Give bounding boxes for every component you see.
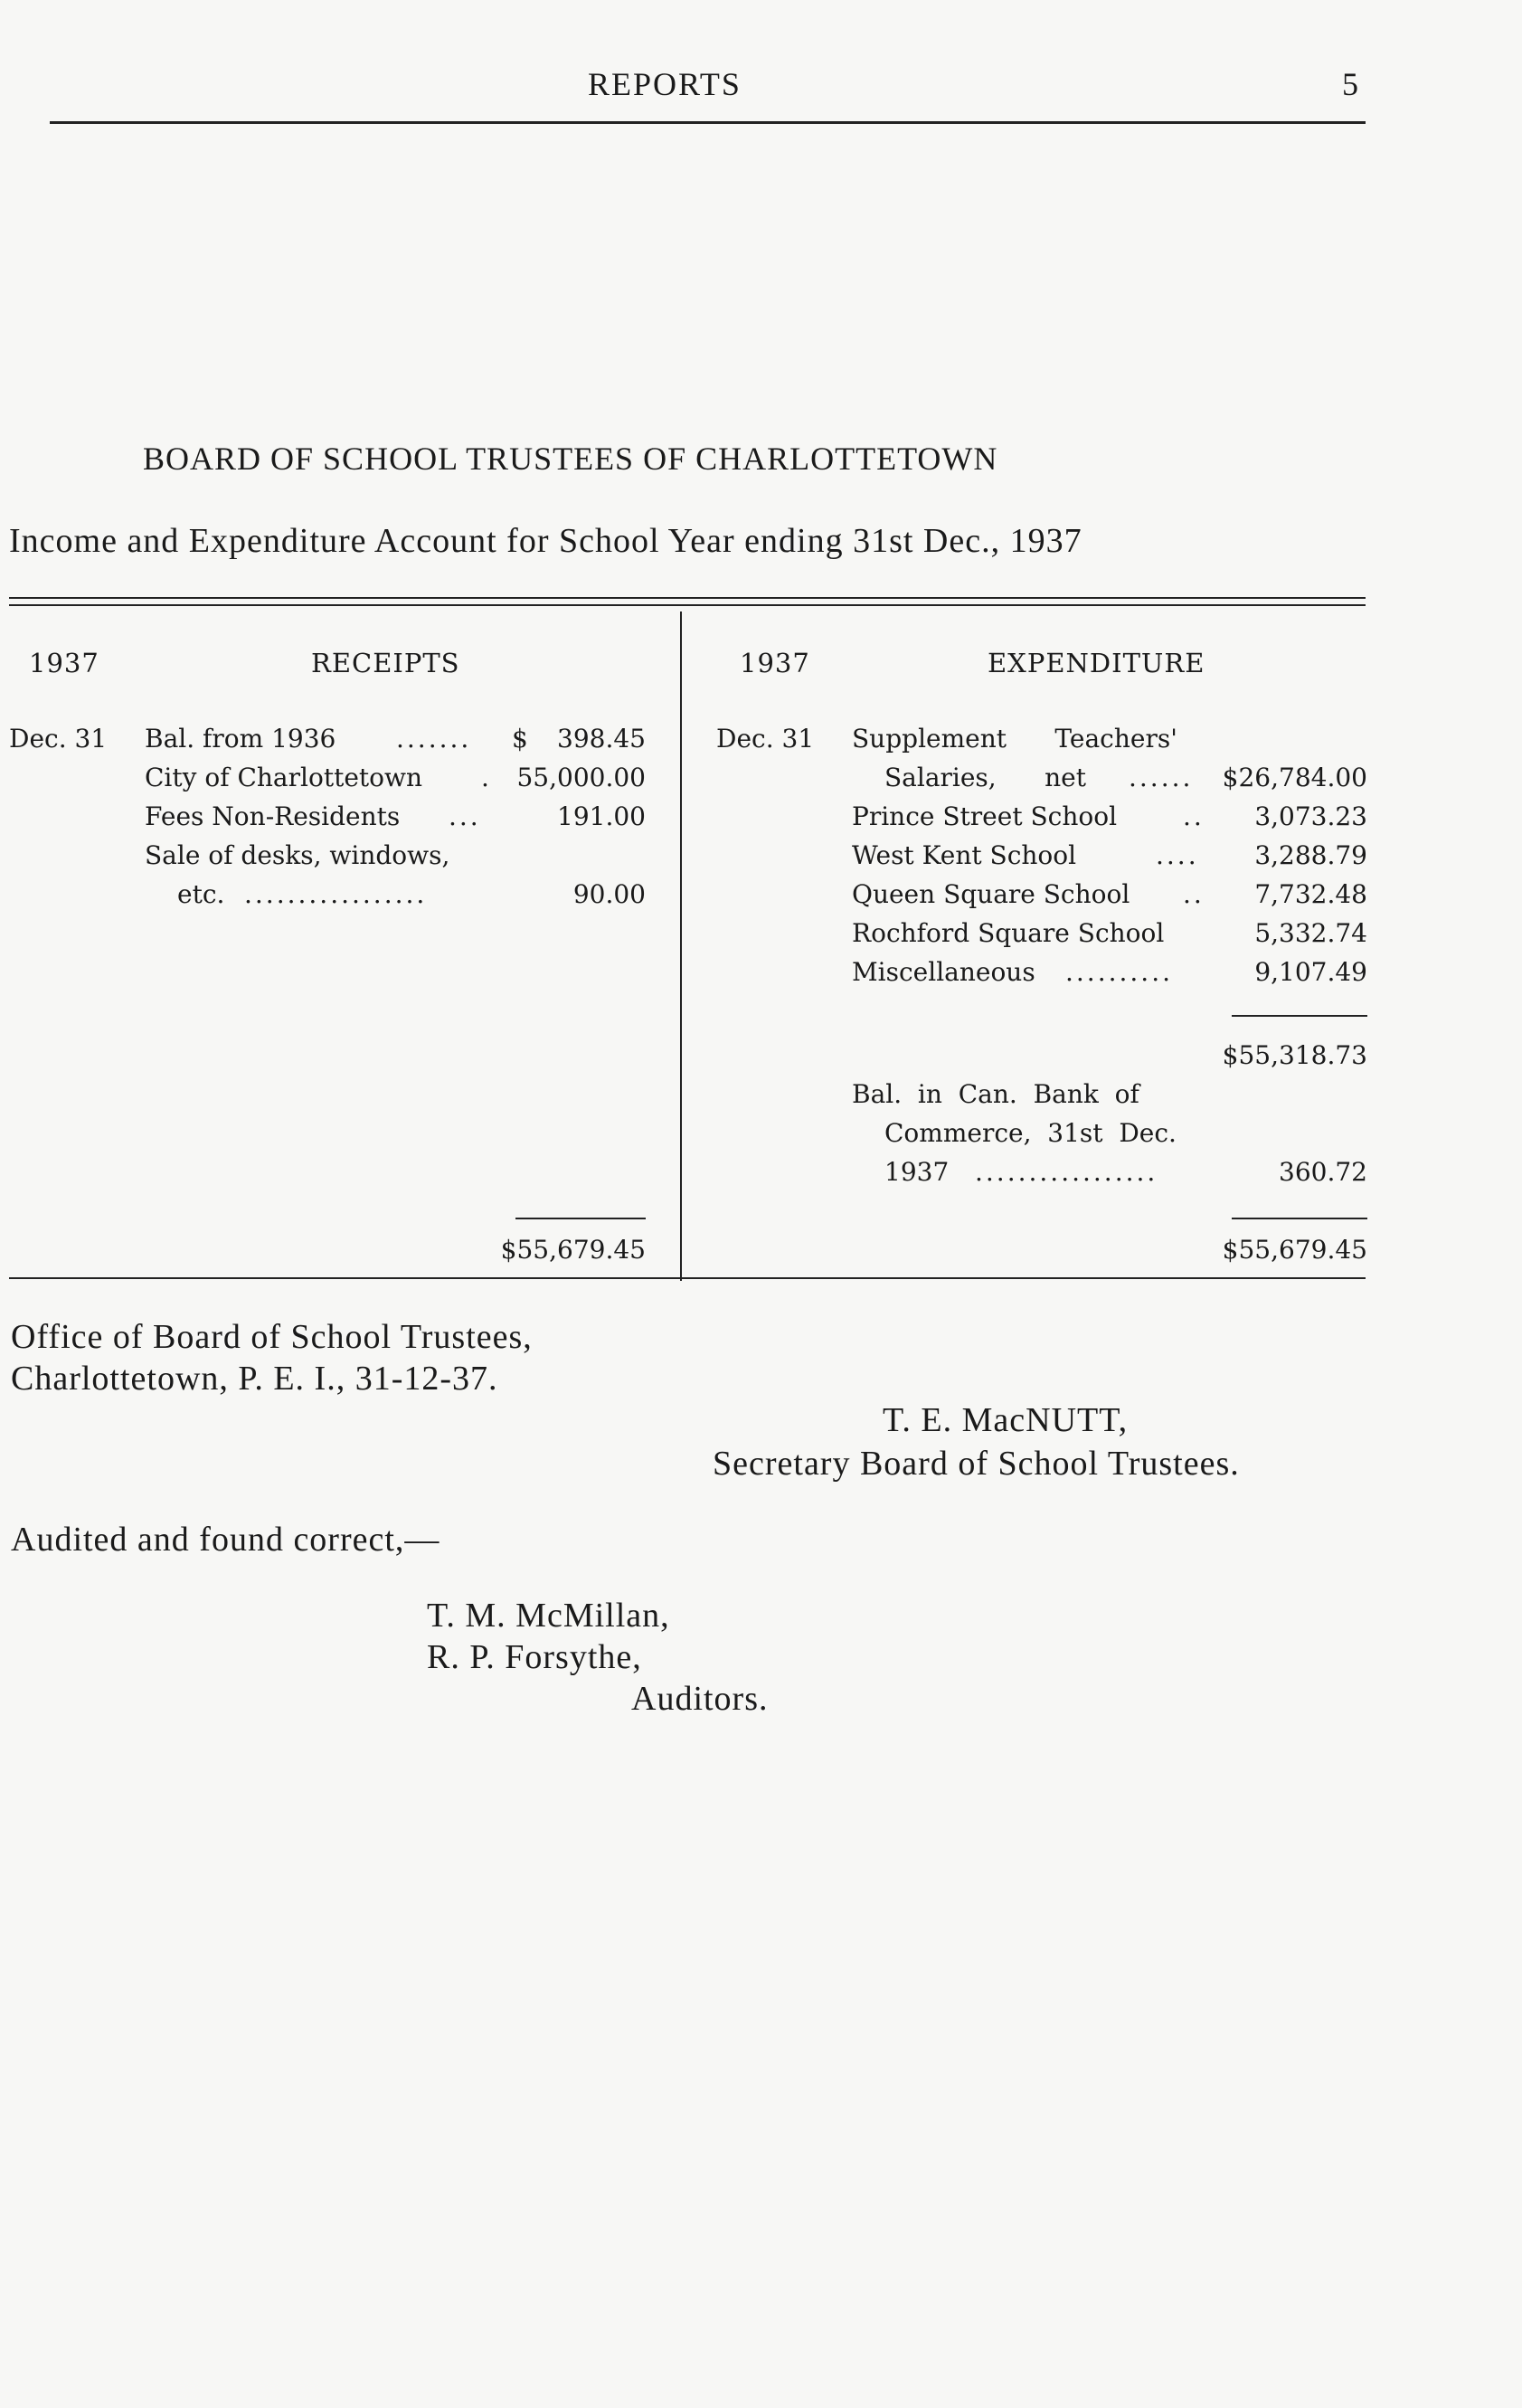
secretary-name: T. E. MacNUTT, xyxy=(883,1401,1129,1439)
document-subtitle: Income and Expenditure Account for School Year ending 31st Dec., 1937 xyxy=(9,522,1082,560)
table-top-rule-1 xyxy=(9,597,1366,599)
expenditure-total-rule xyxy=(1232,1218,1367,1219)
secretary-title: Secretary Board of School Trustees. xyxy=(713,1445,1240,1483)
expenditure-amount: 3,073.23 xyxy=(1254,801,1367,831)
expenditure-amount: 3,288.79 xyxy=(1254,840,1367,870)
receipt-amount: 398.45 xyxy=(557,724,646,754)
expenditure-label: Queen Square School xyxy=(852,879,1130,909)
receipt-label: City of Charlottetown xyxy=(145,763,423,792)
expenditure-subtotal-rule xyxy=(1232,1015,1367,1017)
expenditure-leader: .......... xyxy=(1065,957,1174,987)
receipt-label: Bal. from 1936 xyxy=(145,724,336,754)
balance-amount: 360.72 xyxy=(1279,1157,1367,1187)
office-line-1: Office of Board of School Trustees, xyxy=(11,1318,533,1356)
expenditure-amount: 9,107.49 xyxy=(1254,957,1367,987)
receipts-year: 1937 xyxy=(29,648,99,678)
receipt-leader: . xyxy=(481,763,492,792)
expenditure-year: 1937 xyxy=(740,648,810,678)
expenditure-leader: .. xyxy=(1183,801,1205,831)
receipts-total: $55,679.45 xyxy=(500,1235,646,1265)
expenditure-leader: .. xyxy=(1183,879,1205,909)
auditors-role: Auditors. xyxy=(631,1680,769,1718)
table-column-divider xyxy=(680,611,682,1281)
auditor-name-1: T. M. McMillan, xyxy=(427,1597,670,1635)
office-line-2: Charlottetown, P. E. I., 31-12-37. xyxy=(11,1360,498,1398)
table-top-rule-2 xyxy=(9,604,1366,606)
auditor-name-2: R. P. Forsythe, xyxy=(427,1638,642,1676)
receipt-label: Fees Non-Residents xyxy=(145,801,401,831)
balance-label: 1937 xyxy=(884,1157,950,1187)
expenditure-date: Dec. 31 xyxy=(716,724,815,754)
receipt-amount: 90.00 xyxy=(572,879,646,909)
receipt-leader: ....... xyxy=(396,724,472,754)
receipt-leader: ................. xyxy=(244,879,428,909)
expenditure-leader: .... xyxy=(1156,840,1199,870)
receipts-total-rule xyxy=(515,1218,646,1219)
balance-leader: ................. xyxy=(975,1157,1158,1187)
balance-label: Bal. in Can. Bank of xyxy=(852,1079,1139,1109)
receipt-dollar-sign: $ xyxy=(512,724,528,754)
expenditure-header: EXPENDITURE xyxy=(988,648,1205,678)
expenditure-label: Rochford Square School xyxy=(852,918,1165,948)
table-bottom-rule xyxy=(9,1277,1366,1279)
receipt-label: etc. xyxy=(177,879,225,909)
receipt-amount: 55,000.00 xyxy=(516,763,646,792)
header-rule xyxy=(50,121,1366,124)
running-head-title: REPORTS xyxy=(588,66,742,102)
receipt-label: Sale of desks, windows, xyxy=(145,840,450,870)
audit-statement: Audited and found correct,— xyxy=(11,1521,440,1559)
expenditure-label: Prince Street School xyxy=(852,801,1118,831)
receipt-leader: ... xyxy=(449,801,481,831)
receipt-amount: 191.00 xyxy=(557,801,646,831)
expenditure-label: Salaries, net xyxy=(884,763,1086,792)
expenditure-leader: ...... xyxy=(1129,763,1194,792)
expenditure-amount: 7,732.48 xyxy=(1254,879,1367,909)
receipts-date: Dec. 31 xyxy=(9,724,108,754)
expenditure-total: $55,679.45 xyxy=(1222,1235,1367,1265)
expenditure-label: Supplement Teachers' xyxy=(852,724,1177,754)
expenditure-label: West Kent School xyxy=(852,840,1077,870)
expenditure-label: Miscellaneous xyxy=(852,957,1035,987)
expenditure-subtotal: $55,318.73 xyxy=(1222,1040,1367,1070)
expenditure-amount: 5,332.74 xyxy=(1254,918,1367,948)
document-title: BOARD OF SCHOOL TRUSTEES OF CHARLOTTETOWN xyxy=(143,441,998,477)
balance-label: Commerce, 31st Dec. xyxy=(884,1118,1177,1148)
expenditure-amount: $26,784.00 xyxy=(1222,763,1367,792)
receipts-header: RECEIPTS xyxy=(311,648,460,678)
page-number: 5 xyxy=(1342,66,1360,102)
